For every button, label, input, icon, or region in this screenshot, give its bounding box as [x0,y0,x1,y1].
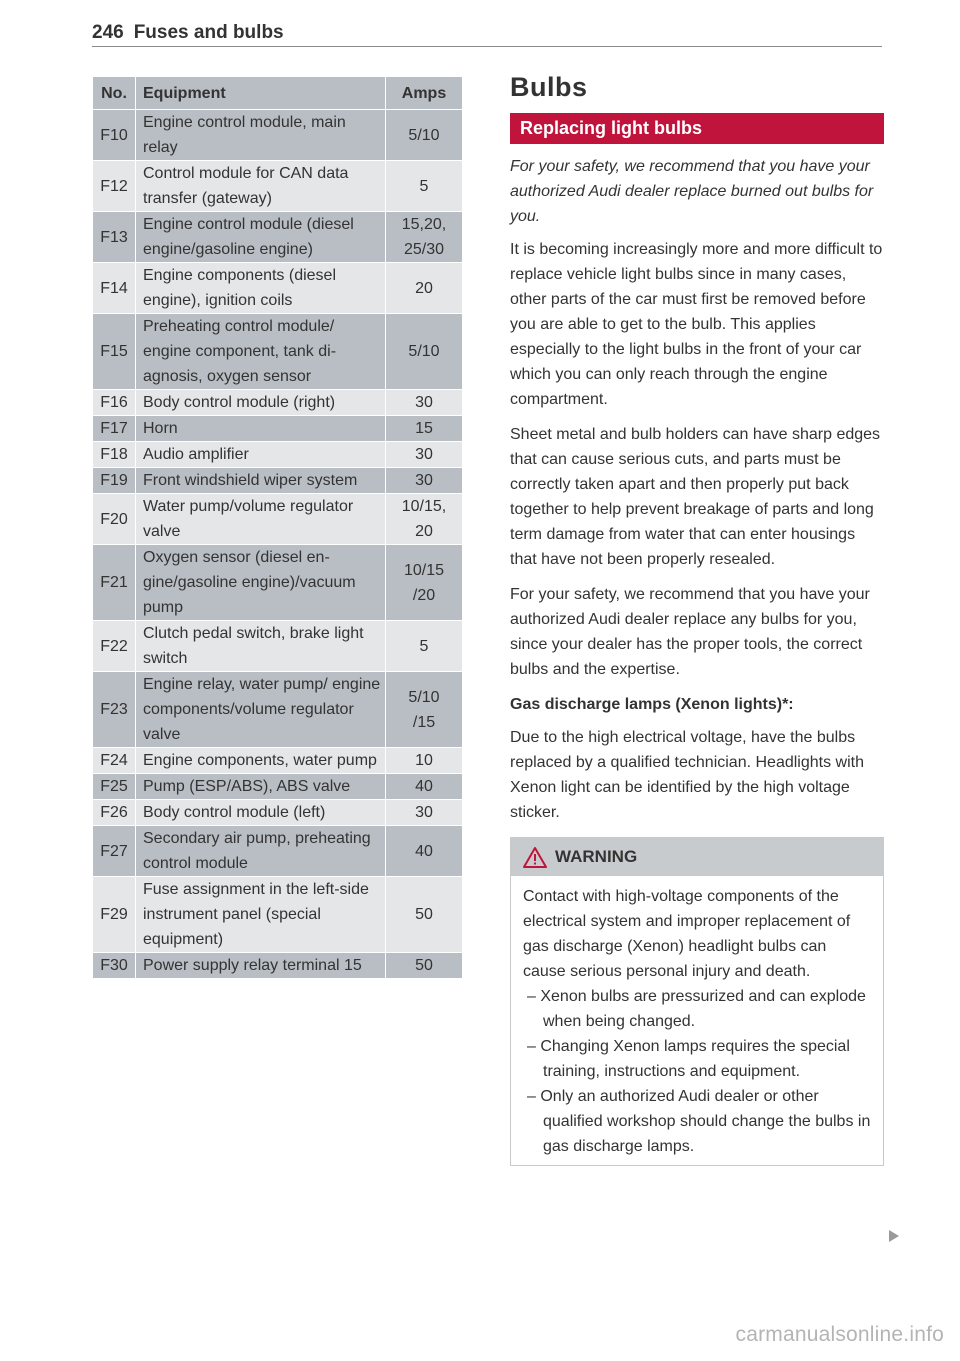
amps-value: 10 [415,752,433,769]
fuse-number: F13 [93,212,136,263]
fuse-number: F27 [93,826,136,877]
table-row [93,672,463,748]
table-row [93,877,463,953]
fuse-amps [386,545,463,621]
continue-arrow-icon [889,1230,899,1242]
fuse-equipment: Pump (ESP/ABS), ABS valve [136,774,386,800]
fuse-equipment: Body control module (left) [136,800,386,826]
amps-value: 25/30 [403,241,445,258]
amps-value: 15,20, [401,216,447,233]
fuse-equipment: Control module for CAN data transfer (gateway) [136,161,386,212]
fuse-equipment: Body control module (right) [136,390,386,416]
table-row [93,442,463,468]
table-row [93,212,463,263]
fuse-amps [386,774,463,800]
amps-value: 20 [415,523,433,540]
table-row [93,161,463,212]
amps-value: 30 [415,394,433,411]
fuse-number: F23 [93,672,136,748]
table-row [93,800,463,826]
fuse-number: F26 [93,800,136,826]
fuse-equipment: Fuse assignment in the left-side instrument panel (special equipment) [136,877,386,953]
amps-value: 40 [415,842,433,860]
page-number: 246 [92,22,124,43]
fuse-equipment: Audio amplifier [136,442,386,468]
warning-item-text: Xenon bulbs are pressurized and can explode when being changed. [540,988,866,1030]
table-row [93,416,463,442]
fuse-amps [386,494,463,545]
column-header-equipment: Equipment [136,77,386,110]
fuse-number: F20 [93,494,136,545]
fuse-equipment: Secondary air pump, preheating control module [136,826,386,877]
amps-value: 15 [415,420,433,437]
table-row [93,545,463,621]
page-header-title: Fuses and bulbs [133,22,284,43]
warning-title: WARNING [555,847,638,866]
fuse-amps [386,826,463,877]
fuse-table [92,76,463,979]
amps-value: 50 [415,957,433,974]
page-header [92,22,882,47]
fuse-equipment: Power supply relay terminal 15 [136,953,386,979]
warning-box [510,837,884,1166]
fuse-amps [386,416,463,442]
fuse-number: F29 [93,877,136,953]
fuse-number: F16 [93,390,136,416]
amps-value: 5/10 [408,126,440,144]
table-row [93,774,463,800]
amps-value: /15 [412,713,436,731]
intro-text: For your safety, we recommend that you have your authorized Audi dealer replace burned out bulbs for you. [510,158,874,225]
fuse-equipment: Front windshield wiper system [136,468,386,494]
amps-value: 5/10 [408,688,440,706]
fuse-number: F22 [93,621,136,672]
warning-item-text: Only an authorized Audi dealer or other qualified workshop should change the bulbs in gas discharge lamps. [540,1088,871,1155]
table-row [93,468,463,494]
fuse-number: F17 [93,416,136,442]
amps-value: 20 [415,279,433,297]
table-row [93,494,463,545]
amps-value: 5 [419,177,429,195]
table-row [93,621,463,672]
watermark: carmanualsonline.info [735,1323,944,1346]
fuse-number: F24 [93,748,136,774]
fuse-equipment: Engine components, water pump [136,748,386,774]
section-banner: Replacing light bulbs [510,113,884,144]
warning-list-item: – Changing Xenon lamps requires the special training, instructions and equipment. [527,1038,850,1080]
warning-triangle-icon [523,846,547,868]
fuse-amps [386,621,463,672]
table-row [93,263,463,314]
fuse-number: F14 [93,263,136,314]
fuse-number: F19 [93,468,136,494]
bulbs-title: Bulbs [510,72,588,102]
fuse-equipment: Horn [136,416,386,442]
amps-value: 5 [419,637,429,655]
fuse-number: F10 [93,110,136,161]
gas-discharge-heading: Gas discharge lamps (Xenon lights)*: [510,696,794,713]
paragraph-3: For your safety, we recommend that you have your authorized Audi dealer replace any bulbs for you, since your dealer has the proper tools, the correct bulbs and the expertise. [510,586,870,678]
warning-header [511,838,883,876]
fuse-equipment: Oxygen sensor (diesel engine/gasoline engine)/vacuum pump [136,545,386,621]
table-row [93,110,463,161]
warning-list-item: – Xenon bulbs are pressurized and can explode when being changed. [527,988,866,1030]
fuse-amps [386,161,463,212]
fuse-number: F30 [93,953,136,979]
fuse-number: F12 [93,161,136,212]
fuse-amps [386,110,463,161]
fuse-equipment: Water pump/volume regulator valve [136,494,386,545]
fuse-amps [386,314,463,390]
amps-value: 10/15 [403,561,445,579]
fuse-number: F21 [93,545,136,621]
amps-value: 10/15, [401,498,447,515]
fuse-amps [386,212,463,263]
gas-discharge-paragraph: Due to the high electrical voltage, have the bulbs replaced by a qualified technician. Headlights with Xenon light can be identified by the high voltage sticker. [510,729,864,821]
warning-list [523,984,871,1159]
table-header-row [93,77,463,110]
table-row [93,390,463,416]
fuse-amps [386,800,463,826]
fuse-amps [386,442,463,468]
table-row [93,953,463,979]
amps-value: 40 [415,778,433,795]
table-row [93,748,463,774]
fuse-equipment: Engine relay, water pump/ engine components/volume regulator valve [136,672,386,748]
fuse-amps [386,468,463,494]
fuse-amps [386,953,463,979]
fuse-amps [386,390,463,416]
fuse-equipment: Preheating control module/ engine component, tank diagnosis, oxygen sensor [136,314,386,390]
paragraph-1: It is becoming increasingly more and more difficult to replace vehicle light bulbs since in many cases, other parts of the car must first be removed before you are able to get to the bulb. This applies especially to the light bulbs in the front of your car which you can only reach through the engine compartment. [510,241,883,408]
fuse-equipment: Engine control module (diesel engine/gasoline engine) [136,212,386,263]
amps-value: 30 [415,472,433,489]
fuse-equipment: Engine control module, main relay [136,110,386,161]
fuse-table-body [93,110,463,979]
warning-body [511,876,883,1165]
warning-item-text: Changing Xenon lamps requires the special training, instructions and equipment. [540,1038,850,1080]
warning-text: Contact with high-voltage components of the electrical system and improper replacement of gas discharge (Xenon) headlight bulbs can cause serious personal injury and death. [523,888,851,980]
fuse-number: F18 [93,442,136,468]
column-header-no: No. [93,77,136,110]
fuse-equipment: Engine components (diesel engine), ignition coils [136,263,386,314]
amps-value: 5/10 [408,343,440,360]
amps-value: 30 [415,446,433,463]
fuse-number: F25 [93,774,136,800]
fuse-amps [386,263,463,314]
column-header-amps: Amps [386,77,463,110]
table-row [93,826,463,877]
amps-value: 50 [415,906,433,923]
fuse-amps [386,877,463,953]
fuse-equipment: Clutch pedal switch, brake light switch [136,621,386,672]
table-row [93,314,463,390]
bulbs-column [510,72,884,1166]
warning-list-item: – Only an authorized Audi dealer or other qualified workshop should change the bulbs in gas discharge lamps. [527,1088,871,1155]
amps-value: /20 [412,586,436,604]
fuse-number: F15 [93,314,136,390]
paragraph-2: Sheet metal and bulb holders can have sharp edges that can cause serious cuts, and parts must be correctly taken apart and then properly put back together to help prevent breakage of parts and long term damage from water that can enter housings that have not been properly resealed. [510,426,881,568]
fuse-amps [386,672,463,748]
amps-value: 30 [415,804,433,821]
fuse-amps [386,748,463,774]
